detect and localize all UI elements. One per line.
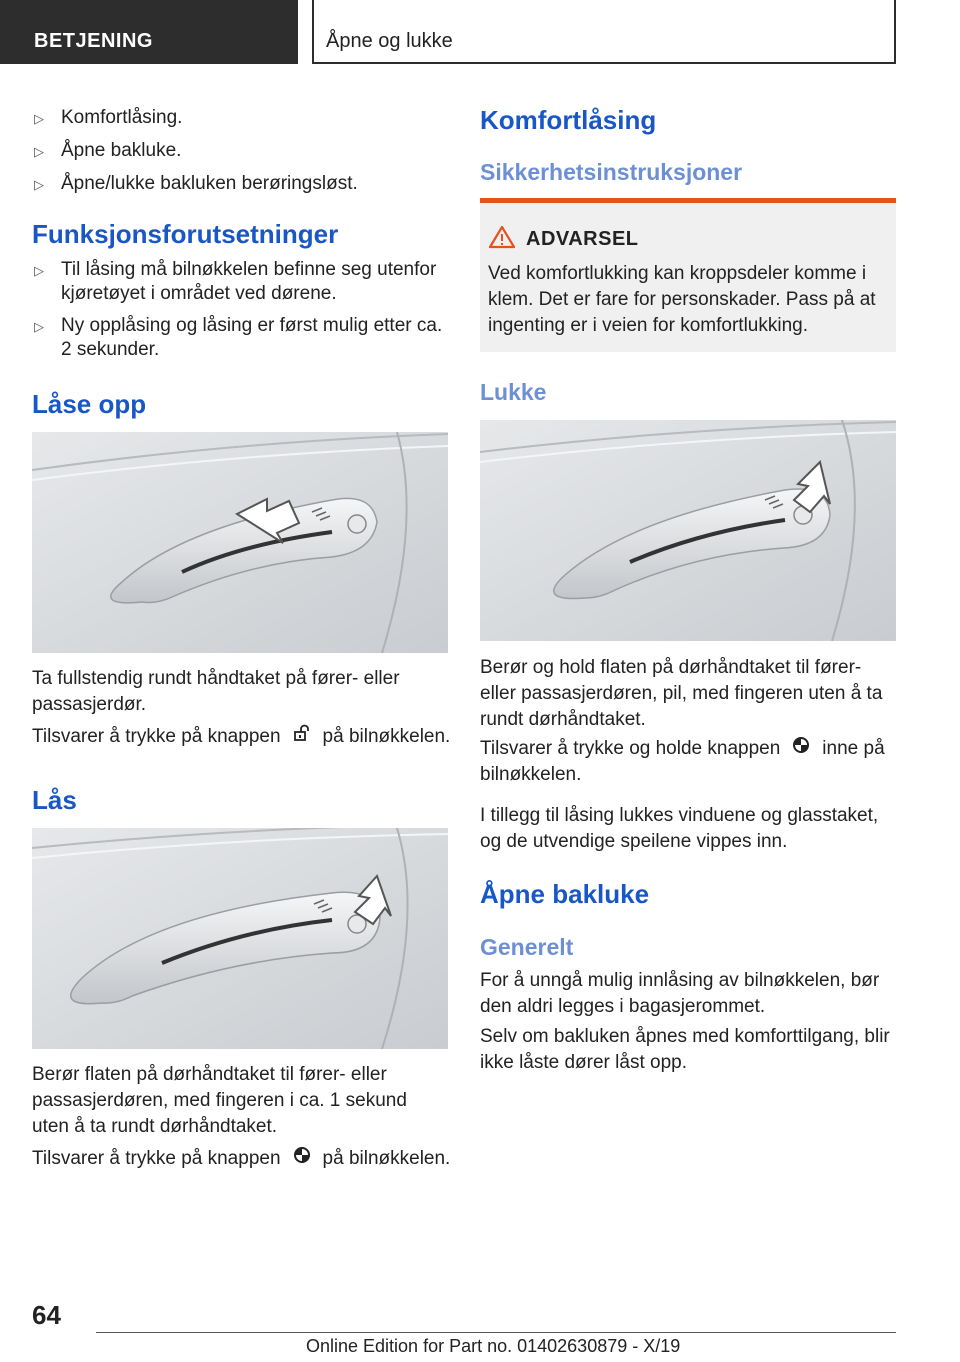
header-chapter-label: Åpne og lukke	[326, 30, 453, 52]
triangle-bullet-icon: ▷	[34, 263, 44, 278]
list-item: ▷ Komfortlåsing.	[32, 106, 448, 130]
door-handle-unlock-image	[32, 432, 448, 653]
heading-lock: Lås	[32, 785, 77, 815]
heading-close: Lukke	[480, 379, 547, 405]
footer-divider	[96, 1332, 896, 1333]
heading-general: Generelt	[480, 934, 574, 960]
triangle-bullet-icon: ▷	[34, 177, 44, 192]
unlock-instruction: Ta fullstendig rundt håndtaket på fører- eller passasjerdør.	[32, 668, 400, 715]
list-item: ▷ Åpne bakluke.	[32, 139, 448, 163]
header-section-label: BETJENING	[34, 30, 153, 52]
intro-bullet-list	[32, 106, 448, 205]
door-handle-close-image	[480, 420, 896, 641]
heading-safety-instructions: Sikkerhetsinstruksjoner	[480, 159, 743, 185]
warning-title: ADVARSEL	[526, 228, 639, 250]
triangle-bullet-icon: ▷	[34, 111, 44, 126]
header-section-tab	[0, 0, 298, 64]
lock-instruction: Berør flaten på dørhåndtaket til fører- eller passasjerdøren, med fingeren i ca. 1 sekund uten å ta rundt dørhåndtaket.	[32, 1064, 407, 1137]
requirements-bullet-list	[32, 258, 448, 371]
bmw-lock-icon	[792, 736, 810, 762]
list-item: ▷ Til låsing må bilnøkkelen befinne seg utenfor kjøretøyet i området ved dørene.	[34, 259, 437, 304]
list-item: ▷ Ny opplåsing og låsing er først mulig etter ca. 2 sekunder.	[34, 315, 443, 360]
heading-unlock: Låse opp	[32, 389, 147, 419]
header-chapter-tab	[312, 0, 896, 64]
warning-text: Ved komfortlukking kan kroppsdeler komme i klem. Det er fare for personskader. Pass på at ingenting er i veien for komfortlukking.	[488, 263, 876, 336]
close-instruction: Berør og hold flaten på dørhåndtaket til fører- eller passasjerdøren, pil, med fingeren uten å ta rundt dørhåndtaket.	[480, 657, 883, 730]
page-number: 64	[32, 1300, 61, 1330]
triangle-bullet-icon: ▷	[34, 319, 44, 334]
lock-key-instruction: Tilsvarer å trykke på knappen på bilnøkkelen.	[32, 1146, 448, 1172]
door-handle-lock-image	[32, 828, 448, 1049]
unlock-key-instruction: Tilsvarer å trykke på knappen på bilnøkkelen.	[32, 724, 448, 750]
triangle-bullet-icon: ▷	[34, 144, 44, 159]
footer-edition: Online Edition for Part no. 01402630879 - X/19	[306, 1336, 681, 1356]
warning-triangle-icon	[488, 225, 516, 254]
bmw-lock-icon	[293, 1146, 311, 1172]
general-text-1: For å unngå mulig innlåsing av bilnøkkelen, bør den aldri legges i bagasjerommet.	[480, 970, 880, 1017]
unlock-icon	[293, 724, 311, 750]
heading-requirements: Funksjonsforutsetninger	[32, 219, 339, 249]
close-extra-text: I tillegg til låsing lukkes vinduene og glasstaket, og de utvendige speilene vippes inn.	[480, 805, 879, 852]
heading-open-trunk: Åpne bakluke	[480, 879, 650, 909]
warning-box	[480, 198, 896, 352]
list-item: ▷ Åpne/lukke bakluken berøringsløst.	[32, 172, 448, 196]
close-key-instruction: Tilsvarer å trykke og holde knappen inne på bilnøkkelen.	[480, 736, 896, 788]
heading-comfort-locking: Komfortlåsing	[480, 105, 657, 135]
general-text-2: Selv om bakluken åpnes med komforttilgang, blir ikke låste dører låst opp.	[480, 1026, 890, 1073]
